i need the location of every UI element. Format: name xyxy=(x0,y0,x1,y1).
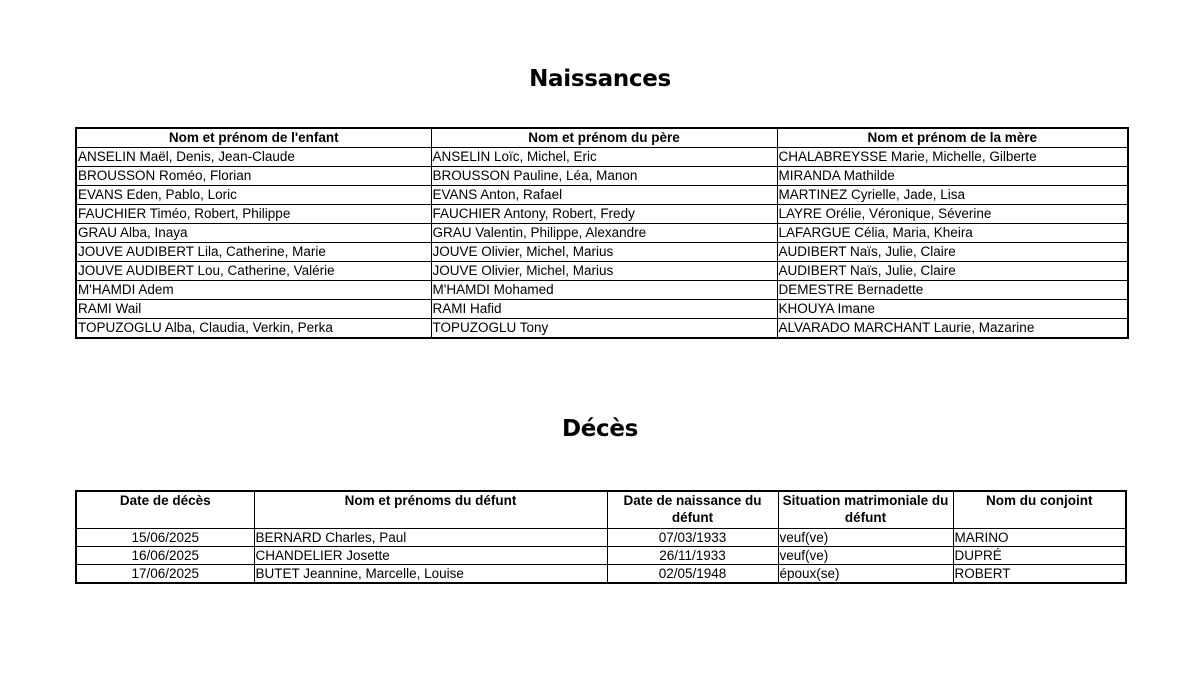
birth-date: 02/05/1948 xyxy=(607,565,778,584)
table-row xyxy=(76,186,1128,205)
child-name: FAUCHIER Timéo, Robert, Philippe xyxy=(76,205,431,224)
table-row xyxy=(76,167,1128,186)
spouse-name: ROBERT xyxy=(953,565,1126,584)
deaths-header-row xyxy=(76,491,1126,529)
births-header-child: Nom et prénom de l'enfant xyxy=(76,128,431,148)
death-date: 17/06/2025 xyxy=(76,565,254,584)
death-date: 16/06/2025 xyxy=(76,547,254,565)
mother-name: KHOUYA Imane xyxy=(777,300,1128,319)
table-row xyxy=(76,319,1128,339)
deceased-name: CHANDELIER Josette xyxy=(254,547,607,565)
birth-date: 07/03/1933 xyxy=(607,529,778,547)
deaths-header-marital: Situation matrimoniale du défunt xyxy=(778,491,953,529)
father-name: GRAU Valentin, Philippe, Alexandre xyxy=(431,224,777,243)
deaths-header-name: Nom et prénoms du défunt xyxy=(254,491,607,529)
father-name: ANSELIN Loïc, Michel, Eric xyxy=(431,148,777,167)
child-name: BROUSSON Roméo, Florian xyxy=(76,167,431,186)
child-name: JOUVE AUDIBERT Lila, Catherine, Marie xyxy=(76,243,431,262)
father-name: BROUSSON Pauline, Léa, Manon xyxy=(431,167,777,186)
deaths-header-date: Date de décès xyxy=(76,491,254,529)
table-row xyxy=(76,281,1128,300)
mother-name: AUDIBERT Naïs, Julie, Claire xyxy=(777,243,1128,262)
marital-status: veuf(ve) xyxy=(778,547,953,565)
child-name: RAMI Wail xyxy=(76,300,431,319)
mother-name: ALVARADO MARCHANT Laurie, Mazarine xyxy=(777,319,1128,339)
father-name: RAMI Hafid xyxy=(431,300,777,319)
father-name: FAUCHIER Antony, Robert, Fredy xyxy=(431,205,777,224)
deaths-title: Décès xyxy=(561,416,639,442)
table-row xyxy=(76,547,1126,565)
birth-date: 26/11/1933 xyxy=(607,547,778,565)
death-date: 15/06/2025 xyxy=(76,529,254,547)
marital-status: époux(se) xyxy=(778,565,953,584)
births-header-mother: Nom et prénom de la mère xyxy=(777,128,1128,148)
table-row xyxy=(76,262,1128,281)
father-name: JOUVE Olivier, Michel, Marius xyxy=(431,243,777,262)
father-name: EVANS Anton, Rafael xyxy=(431,186,777,205)
deaths-header-birthdate: Date de naissance du défunt xyxy=(607,491,778,529)
births-table xyxy=(75,127,1129,339)
child-name: GRAU Alba, Inaya xyxy=(76,224,431,243)
mother-name: CHALABREYSSE Marie, Michelle, Gilberte xyxy=(777,148,1128,167)
table-row xyxy=(76,243,1128,262)
mother-name: AUDIBERT Naïs, Julie, Claire xyxy=(777,262,1128,281)
deaths-table xyxy=(75,490,1127,584)
table-row xyxy=(76,148,1128,167)
marital-status: veuf(ve) xyxy=(778,529,953,547)
child-name: M'HAMDI Adem xyxy=(76,281,431,300)
deceased-name: BUTET Jeannine, Marcelle, Louise xyxy=(254,565,607,584)
deaths-header-spouse: Nom du conjoint xyxy=(953,491,1126,529)
table-row xyxy=(76,529,1126,547)
child-name: EVANS Eden, Pablo, Loric xyxy=(76,186,431,205)
table-row xyxy=(76,224,1128,243)
births-header-row xyxy=(76,128,1128,148)
mother-name: LAYRE Orélie, Véronique, Séverine xyxy=(777,205,1128,224)
child-name: JOUVE AUDIBERT Lou, Catherine, Valérie xyxy=(76,262,431,281)
births-title: Naissances xyxy=(529,66,671,92)
mother-name: MIRANDA Mathilde xyxy=(777,167,1128,186)
spouse-name: DUPRÉ xyxy=(953,547,1126,565)
child-name: TOPUZOGLU Alba, Claudia, Verkin, Perka xyxy=(76,319,431,339)
mother-name: DEMESTRE Bernadette xyxy=(777,281,1128,300)
father-name: JOUVE Olivier, Michel, Marius xyxy=(431,262,777,281)
table-row xyxy=(76,300,1128,319)
deceased-name: BERNARD Charles, Paul xyxy=(254,529,607,547)
father-name: M'HAMDI Mohamed xyxy=(431,281,777,300)
child-name: ANSELIN Maël, Denis, Jean-Claude xyxy=(76,148,431,167)
spouse-name: MARINO xyxy=(953,529,1126,547)
mother-name: MARTINEZ Cyrielle, Jade, Lisa xyxy=(777,186,1128,205)
table-row xyxy=(76,565,1126,584)
father-name: TOPUZOGLU Tony xyxy=(431,319,777,339)
mother-name: LAFARGUE Célia, Maria, Kheira xyxy=(777,224,1128,243)
births-header-father: Nom et prénom du père xyxy=(431,128,777,148)
table-row xyxy=(76,205,1128,224)
